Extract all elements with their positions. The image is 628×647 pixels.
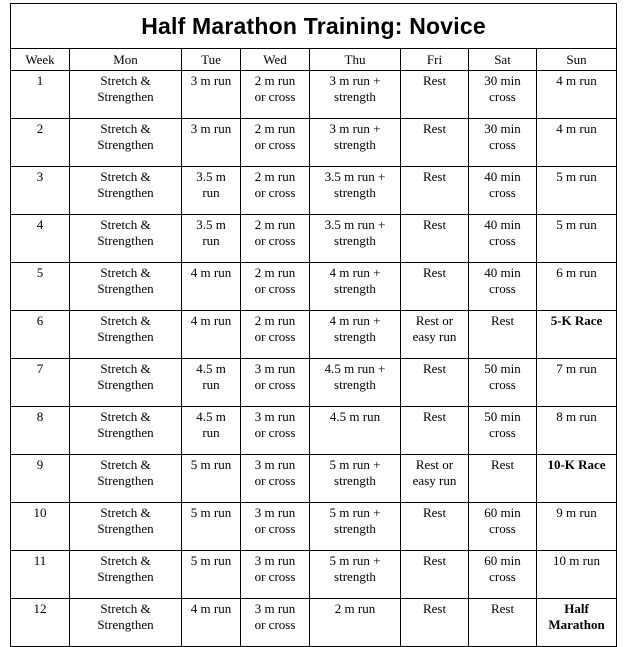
cell-text: 5 m run + strength	[329, 457, 381, 488]
table-row	[11, 167, 617, 215]
table-row	[11, 263, 617, 311]
cell-text: Stretch & Strengthen	[97, 457, 154, 488]
cell-text: Rest	[422, 217, 447, 232]
cell-text: 6	[36, 313, 44, 328]
cell-text: 5	[36, 265, 44, 280]
cell-tue	[182, 167, 241, 215]
cell-text: 5 m run + strength	[329, 505, 381, 536]
cell-mon	[70, 71, 182, 119]
cell-wed	[241, 311, 310, 359]
cell-mon	[70, 167, 182, 215]
cell-text: Stretch & Strengthen	[97, 601, 154, 632]
cell-mon	[70, 359, 182, 407]
cell-week	[11, 215, 70, 263]
cell-text: 3	[36, 169, 44, 184]
cell-text: 50 min cross	[484, 409, 521, 440]
cell-fri	[401, 215, 469, 263]
cell-text: Stretch & Strengthen	[97, 361, 154, 392]
cell-sun	[537, 215, 617, 263]
cell-text: 7	[36, 361, 44, 376]
header-tue: Tue	[182, 49, 241, 71]
cell-tue	[182, 551, 241, 599]
cell-wed	[241, 119, 310, 167]
cell-text: 50 min cross	[484, 361, 521, 392]
cell-wed	[241, 455, 310, 503]
cell-fri	[401, 263, 469, 311]
cell-text: 3 m run	[190, 121, 232, 136]
cell-text: 3 m run or cross	[254, 553, 296, 584]
cell-week	[11, 71, 70, 119]
cell-text: 5 m run	[190, 553, 232, 568]
cell-text: 4 m run	[556, 121, 597, 136]
cell-text: Stretch & Strengthen	[97, 73, 154, 104]
table-row	[11, 359, 617, 407]
cell-week	[11, 599, 70, 647]
cell-text: 12	[33, 601, 47, 616]
cell-text: 3 m run or cross	[254, 409, 296, 440]
cell-tue	[182, 503, 241, 551]
cell-text: Rest	[490, 601, 515, 616]
cell-fri	[401, 71, 469, 119]
cell-wed	[241, 407, 310, 455]
cell-text: 6 m run	[556, 265, 597, 280]
cell-text: 3 m run or cross	[254, 361, 296, 392]
cell-text: 2 m run or cross	[254, 169, 296, 200]
cell-text: 4.5 m run + strength	[324, 361, 386, 392]
cell-text: Stretch & Strengthen	[97, 553, 154, 584]
cell-thu	[310, 167, 401, 215]
cell-wed	[241, 71, 310, 119]
cell-week	[11, 311, 70, 359]
cell-sun	[537, 167, 617, 215]
cell-text: 4.5 m run	[329, 409, 381, 424]
cell-week	[11, 551, 70, 599]
cell-tue	[182, 311, 241, 359]
cell-thu	[310, 599, 401, 647]
page-title: Half Marathon Training: Novice	[11, 4, 617, 49]
cell-fri	[401, 503, 469, 551]
cell-wed	[241, 359, 310, 407]
cell-text: Stretch & Strengthen	[97, 313, 154, 344]
header-fri: Fri	[401, 49, 469, 71]
cell-tue	[182, 455, 241, 503]
cell-mon	[70, 311, 182, 359]
table-row	[11, 599, 617, 647]
training-plan	[10, 3, 616, 647]
cell-text: 3.5 m run + strength	[324, 169, 386, 200]
cell-text: Half Marathon	[548, 601, 605, 632]
cell-text: 9 m run	[556, 505, 597, 520]
header-sat: Sat	[469, 49, 537, 71]
cell-week	[11, 263, 70, 311]
cell-text: Stretch & Strengthen	[97, 121, 154, 152]
cell-sun	[537, 311, 617, 359]
cell-text: 2 m run or cross	[254, 73, 296, 104]
cell-mon	[70, 551, 182, 599]
cell-thu	[310, 311, 401, 359]
cell-text: Rest	[422, 601, 447, 616]
cell-text: 5 m run	[556, 169, 597, 184]
cell-text: 4.5 m run	[196, 361, 226, 392]
cell-sat	[469, 599, 537, 647]
cell-text: 10 m run	[553, 553, 600, 568]
cell-text: 3 m run or cross	[254, 457, 296, 488]
cell-text: 3.5 m run	[196, 169, 226, 200]
cell-mon	[70, 119, 182, 167]
table-row	[11, 407, 617, 455]
cell-tue	[182, 119, 241, 167]
cell-text: 40 min cross	[484, 265, 521, 296]
cell-thu	[310, 455, 401, 503]
cell-week	[11, 167, 70, 215]
cell-thu	[310, 215, 401, 263]
cell-week	[11, 407, 70, 455]
cell-text: Rest	[490, 313, 515, 328]
cell-mon	[70, 407, 182, 455]
cell-sat	[469, 119, 537, 167]
cell-text: 7 m run	[556, 361, 597, 376]
cell-text: Stretch & Strengthen	[97, 217, 154, 248]
cell-text: 60 min cross	[484, 553, 521, 584]
header-mon: Mon	[70, 49, 182, 71]
header-sun: Sun	[537, 49, 617, 71]
cell-text: 3 m run or cross	[254, 601, 296, 632]
cell-text: Rest	[422, 409, 447, 424]
cell-wed	[241, 215, 310, 263]
cell-text: 2 m run or cross	[254, 313, 296, 344]
cell-text: Stretch & Strengthen	[97, 169, 154, 200]
cell-sun	[537, 407, 617, 455]
cell-text: Rest	[422, 361, 447, 376]
cell-text: 11	[33, 553, 47, 568]
cell-fri	[401, 599, 469, 647]
cell-text: 4 m run	[190, 265, 232, 280]
cell-fri	[401, 119, 469, 167]
cell-sat	[469, 71, 537, 119]
cell-wed	[241, 599, 310, 647]
cell-sun	[537, 551, 617, 599]
table-row	[11, 455, 617, 503]
cell-mon	[70, 215, 182, 263]
cell-sun	[537, 503, 617, 551]
cell-text: 4	[36, 217, 44, 232]
training-table	[10, 3, 617, 647]
cell-text: 4 m run + strength	[329, 265, 381, 296]
header-row	[11, 49, 617, 71]
cell-tue	[182, 407, 241, 455]
table-row	[11, 551, 617, 599]
cell-sat	[469, 263, 537, 311]
cell-text: 8	[36, 409, 44, 424]
cell-tue	[182, 263, 241, 311]
header-wed: Wed	[241, 49, 310, 71]
cell-sat	[469, 551, 537, 599]
cell-fri	[401, 167, 469, 215]
header-thu: Thu	[310, 49, 401, 71]
cell-text: 8 m run	[556, 409, 597, 424]
table-row	[11, 71, 617, 119]
cell-mon	[70, 455, 182, 503]
cell-wed	[241, 263, 310, 311]
cell-sun	[537, 263, 617, 311]
cell-sat	[469, 455, 537, 503]
cell-text: 3 m run + strength	[329, 73, 381, 104]
cell-text: Rest	[490, 457, 515, 472]
cell-text: 2 m run or cross	[254, 217, 296, 248]
cell-text: 4 m run	[190, 601, 232, 616]
cell-sat	[469, 359, 537, 407]
cell-text: 3 m run	[190, 73, 232, 88]
cell-text: 4 m run	[190, 313, 232, 328]
cell-text: 5-K Race	[550, 313, 603, 328]
cell-text: 3 m run + strength	[329, 121, 381, 152]
cell-text: Rest or easy run	[412, 313, 457, 344]
cell-wed	[241, 503, 310, 551]
cell-thu	[310, 551, 401, 599]
cell-text: 60 min cross	[484, 505, 521, 536]
cell-fri	[401, 455, 469, 503]
cell-sun	[537, 599, 617, 647]
cell-thu	[310, 503, 401, 551]
cell-text: Rest	[422, 169, 447, 184]
cell-text: 4 m run + strength	[329, 313, 381, 344]
cell-text: Rest	[422, 553, 447, 568]
cell-thu	[310, 119, 401, 167]
cell-text: 5 m run	[190, 457, 232, 472]
cell-text: Stretch & Strengthen	[97, 265, 154, 296]
cell-text: 2 m run	[334, 601, 376, 616]
cell-text: 2 m run or cross	[254, 121, 296, 152]
table-row	[11, 503, 617, 551]
cell-sun	[537, 119, 617, 167]
cell-fri	[401, 551, 469, 599]
cell-text: Rest or easy run	[412, 457, 457, 488]
cell-mon	[70, 599, 182, 647]
cell-thu	[310, 71, 401, 119]
cell-sat	[469, 503, 537, 551]
header-week: Week	[11, 49, 70, 71]
cell-text: 3 m run or cross	[254, 505, 296, 536]
cell-fri	[401, 407, 469, 455]
cell-sat	[469, 167, 537, 215]
cell-text: Rest	[422, 73, 447, 88]
cell-text: 30 min cross	[484, 73, 521, 104]
cell-mon	[70, 263, 182, 311]
cell-fri	[401, 359, 469, 407]
cell-text: 2 m run or cross	[254, 265, 296, 296]
cell-fri	[401, 311, 469, 359]
cell-text: 10-K Race	[547, 457, 606, 472]
cell-week	[11, 503, 70, 551]
cell-text: Rest	[422, 265, 447, 280]
cell-wed	[241, 551, 310, 599]
cell-thu	[310, 263, 401, 311]
cell-tue	[182, 71, 241, 119]
table-row	[11, 311, 617, 359]
cell-sun	[537, 359, 617, 407]
cell-sun	[537, 455, 617, 503]
cell-week	[11, 119, 70, 167]
cell-text: Stretch & Strengthen	[97, 505, 154, 536]
table-row	[11, 119, 617, 167]
cell-thu	[310, 407, 401, 455]
cell-week	[11, 359, 70, 407]
table-row	[11, 215, 617, 263]
cell-mon	[70, 503, 182, 551]
cell-tue	[182, 359, 241, 407]
cell-tue	[182, 215, 241, 263]
cell-sat	[469, 311, 537, 359]
cell-text: 2	[36, 121, 44, 136]
cell-text: 1	[36, 73, 44, 88]
cell-text: Rest	[422, 121, 447, 136]
cell-sun	[537, 71, 617, 119]
cell-text: Stretch & Strengthen	[97, 409, 154, 440]
cell-text: 5 m run + strength	[329, 553, 381, 584]
cell-wed	[241, 167, 310, 215]
cell-text: 30 min cross	[484, 121, 521, 152]
cell-text: 40 min cross	[484, 217, 521, 248]
cell-text: 4 m run	[556, 73, 597, 88]
cell-text: 10	[33, 505, 47, 520]
cell-text: 4.5 m run	[196, 409, 226, 440]
cell-sat	[469, 215, 537, 263]
cell-tue	[182, 599, 241, 647]
cell-text: 5 m run	[556, 217, 597, 232]
cell-sat	[469, 407, 537, 455]
cell-text: 5 m run	[190, 505, 232, 520]
cell-text: 9	[36, 457, 44, 472]
cell-text: 40 min cross	[484, 169, 521, 200]
cell-text: 3.5 m run + strength	[324, 217, 386, 248]
cell-week	[11, 455, 70, 503]
cell-text: 3.5 m run	[196, 217, 226, 248]
cell-thu	[310, 359, 401, 407]
cell-text: Rest	[422, 505, 447, 520]
